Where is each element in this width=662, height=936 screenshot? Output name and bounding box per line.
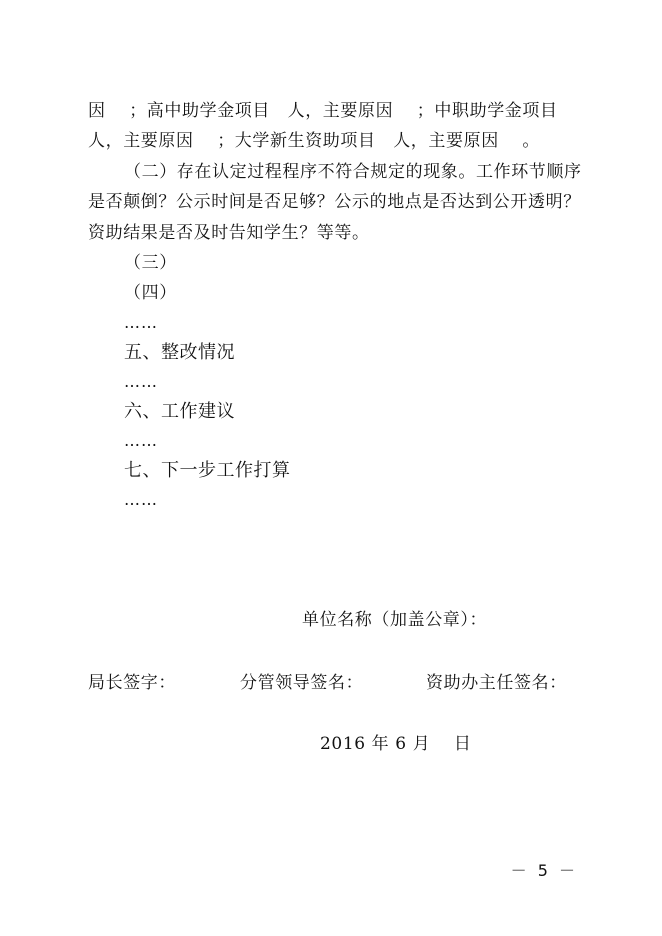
- section-5-ellipsis: ……: [124, 372, 158, 391]
- section-6-ellipsis: ……: [124, 431, 158, 450]
- page-number: － 5 －: [510, 861, 578, 880]
- paragraph2-line2: 是否颠倒？公示时间是否足够？公示的地点是否达到公开透明？: [88, 192, 581, 212]
- document-date: 2016 年 6 月 日: [320, 734, 472, 754]
- paragraph2-line3: 资助结果是否及时告知学生？等等。: [88, 223, 370, 243]
- item-3: （三）: [124, 253, 177, 273]
- section-7-title: 七、下一步工作打算: [124, 460, 291, 481]
- item-4: （四）: [124, 283, 177, 303]
- unit-name-label: 单位名称（加盖公章）：: [302, 610, 488, 630]
- paragraph1-line1: 因 ；高中助学金项目 人，主要原因 ；中职助学金项目: [88, 101, 558, 121]
- paragraph1-line2: 人，主要原因 ；大学新生资助项目 人，主要原因 。: [88, 131, 541, 151]
- leader-signature-label: 分管领导签名：: [240, 673, 364, 693]
- office-director-signature-label: 资助办主任签名：: [426, 673, 567, 693]
- ellipsis-1: ……: [124, 313, 158, 332]
- paragraph2-line1: （二）存在认定过程程序不符合规定的现象。工作环节顺序: [124, 162, 582, 182]
- director-signature-label: 局长签字：: [88, 673, 176, 693]
- section-6-title: 六、工作建议: [124, 401, 235, 422]
- section-5-title: 五、整改情况: [124, 342, 235, 363]
- section-7-ellipsis: ……: [124, 490, 158, 509]
